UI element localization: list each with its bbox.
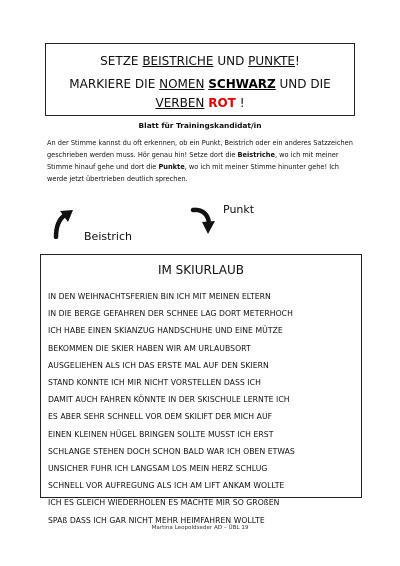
story-line: ES ABER SEHR SCHNELL VOR DEM SKILIFT DER MICH AUF <box>48 412 273 422</box>
story-line: SCHLANGE STEHEN DOCH SCHON BALD WAR ICH OBEN ETWAS <box>48 446 295 456</box>
intro-text: , wo ich mit meiner Stimme hinunter gehe! Ich werde jetzt übertrieben deutlich sprechen. <box>47 163 339 183</box>
instruction-beistriche: BEISTRICHE <box>142 54 214 68</box>
story-line: ICH ES GLEICH WIEDERHOLEN ES MACHTE MIR SO GROßEN <box>48 498 280 508</box>
instruction-text: UND <box>213 54 249 68</box>
intro-text: An der Stimme kannst du oft erkennen, ob ein Punkt, Beistrich oder ein anderes Satzzeichen geschrieben werden muss. Hör genau hin! Setze dort die <box>47 139 353 159</box>
story-line: EINEN KLEINEN HÜGEL BRINGEN SOLLTE MUSST ICH ERST <box>48 429 274 439</box>
story-line: SCHNELL VOR AUFREGUNG ALS ICH AM LIFT ANKAM WOLLTE <box>48 481 285 491</box>
label-beistrich: Beistrich <box>84 230 133 243</box>
story-line: DAMIT AUCH FAHREN KÖNNTE IN DER SKISCHULE LERNTE ICH <box>48 395 290 405</box>
intro-text: , wo ich mit meiner Stimme hinauf gehe und dort die <box>47 151 339 171</box>
page-footer: Martina Leopoldseder AD – ÜBL 19 <box>151 525 249 531</box>
instruction-punkte: PUNKTE <box>248 54 295 68</box>
curved-arrow-up-icon <box>51 207 77 239</box>
instruction-verben: VERBEN <box>155 96 205 110</box>
label-punkt: Punkt <box>223 203 255 216</box>
story-title: IM SKIURLAUB <box>157 263 245 277</box>
story-line: AUSGELIEHEN ALS ICH DAS ERSTE MAL AUF DEN SKIERN <box>48 360 269 370</box>
instruction-text: ! <box>235 96 245 110</box>
curved-arrow-down-icon <box>190 205 216 237</box>
instruction-line-1 <box>46 52 354 71</box>
instruction-text: MARKIERE DIE <box>69 77 160 91</box>
story-line: IN DIE BERGE GEFAHREN DER SCHNEE LAG DORT METERHOCH <box>48 309 293 319</box>
instruction-text: UND DIE <box>275 77 331 91</box>
instruction-text: SETZE <box>100 54 143 68</box>
instruction-box <box>45 43 355 116</box>
instruction-rot: ROT <box>208 96 236 110</box>
story-line: ICH HABE EINEN SKIANZUG HANDSCHUHE UND EINE MÜTZE <box>48 326 283 336</box>
story-line: BEKOMMEN DIE SKIER HABEN WIR AM URLAUBSORT <box>48 343 251 353</box>
intro-beistriche: Beistriche <box>237 151 275 159</box>
instruction-nomen: NOMEN <box>159 77 205 91</box>
instruction-text: ! <box>295 54 300 68</box>
story-line: STAND KONNTE ICH MIR NICHT VORSTELLEN DASS ICH <box>48 378 261 388</box>
story-line: IN DEN WEIHNACHTSFERIEN BIN ICH MIT MEINEN ELTERN <box>48 292 271 301</box>
story-text <box>48 288 360 529</box>
intro-paragraph <box>47 137 357 185</box>
story-line: SPAß DASS ICH GAR NICHT MEHR HEIMFAHREN WOLLTE <box>48 515 265 525</box>
instruction-schwarz: SCHWARZ <box>208 77 276 91</box>
story-line: UNSICHER FUHR ICH LANGSAM LOS MEIN HERZ SCHLUG <box>48 464 268 474</box>
worksheet-subtitle: Blatt für Trainingskandidat/in <box>138 121 262 130</box>
instruction-line-2 <box>46 75 354 94</box>
story-box <box>40 254 362 525</box>
intro-punkte: Punkte <box>158 163 185 171</box>
instruction-line-3 <box>46 94 354 113</box>
